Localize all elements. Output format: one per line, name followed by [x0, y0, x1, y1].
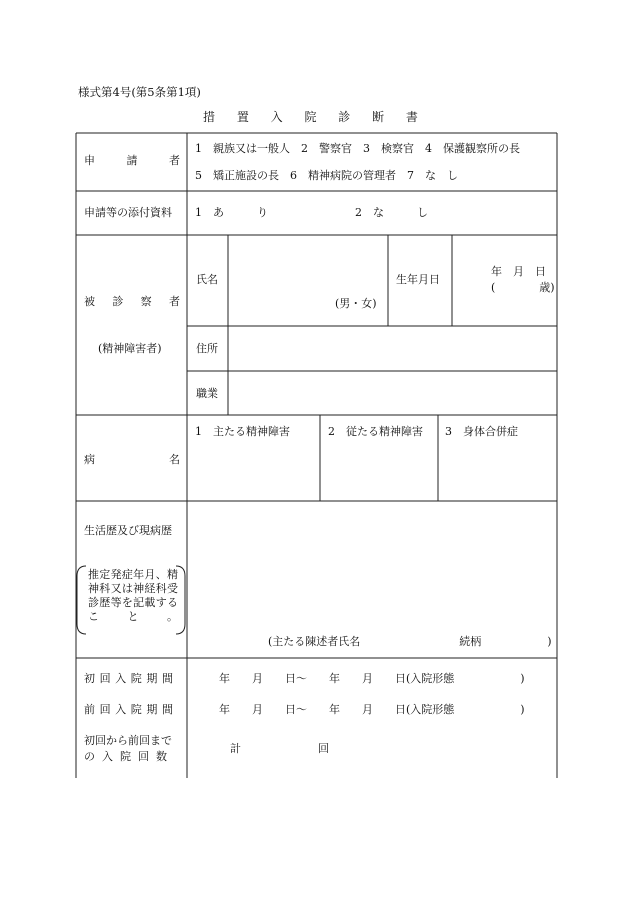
attachments-label: 申請等の添付資料 — [84, 206, 172, 219]
history-note: 推定発症年月、精神科又は神経科受診歴等を記載すること。 — [88, 568, 178, 623]
address-label: 住所 — [196, 342, 218, 355]
age-field[interactable]: ( 歳) — [491, 281, 555, 294]
dob-label: 生年月日 — [396, 273, 440, 286]
previous-admission-period[interactable]: 年 月 日〜 年 月 日(入院形態 ) — [219, 703, 525, 716]
history-label: 生活歴及び現病歴 — [84, 524, 172, 537]
sex-field[interactable]: (男・女) — [335, 297, 377, 310]
applicant-options-line1: 1 親族又は一般人 2 警察官 3 検察官 4 保護観察所の長 — [195, 142, 520, 155]
admission-count-label-2: の入院回数 — [84, 750, 174, 763]
form-title: 措 置 入 院 診 断 書 — [203, 110, 427, 124]
disease-primary: 1 主たる精神障害 — [195, 425, 290, 438]
attachments-option-yes: 1 あ り — [195, 206, 268, 219]
patient-label: 被 診 察 者 — [84, 295, 180, 308]
applicant-options-line2: 5 矯正施設の長 6 精神病院の管理者 7 な し — [195, 169, 458, 182]
first-admission-period[interactable]: 年 月 日〜 年 月 日(入院形態 ) — [219, 672, 525, 685]
disease-physical: 3 身体合併症 — [445, 425, 518, 438]
informant-field[interactable]: (主たる陳述者氏名 続柄 ) — [268, 635, 552, 648]
dob-field[interactable]: 年 月 日 — [491, 265, 546, 278]
previous-admission-label: 前回入院期間 — [84, 703, 178, 716]
applicant-label: 申 請 者 — [84, 154, 180, 167]
occupation-label: 職業 — [196, 387, 218, 400]
admission-count-label-1: 初回から前回まで — [84, 734, 172, 747]
form-number: 様式第4号(第5条第1項) — [78, 85, 201, 99]
first-admission-label: 初回入院期間 — [84, 672, 178, 685]
attachments-option-no: 2 な し — [355, 206, 428, 219]
disease-label: 病 名 — [84, 453, 180, 466]
disease-secondary: 2 従たる精神障害 — [328, 425, 423, 438]
name-label: 氏名 — [196, 273, 218, 286]
patient-sublabel: (精神障害者) — [98, 342, 162, 355]
admission-count-field[interactable]: 計 回 — [230, 742, 329, 755]
